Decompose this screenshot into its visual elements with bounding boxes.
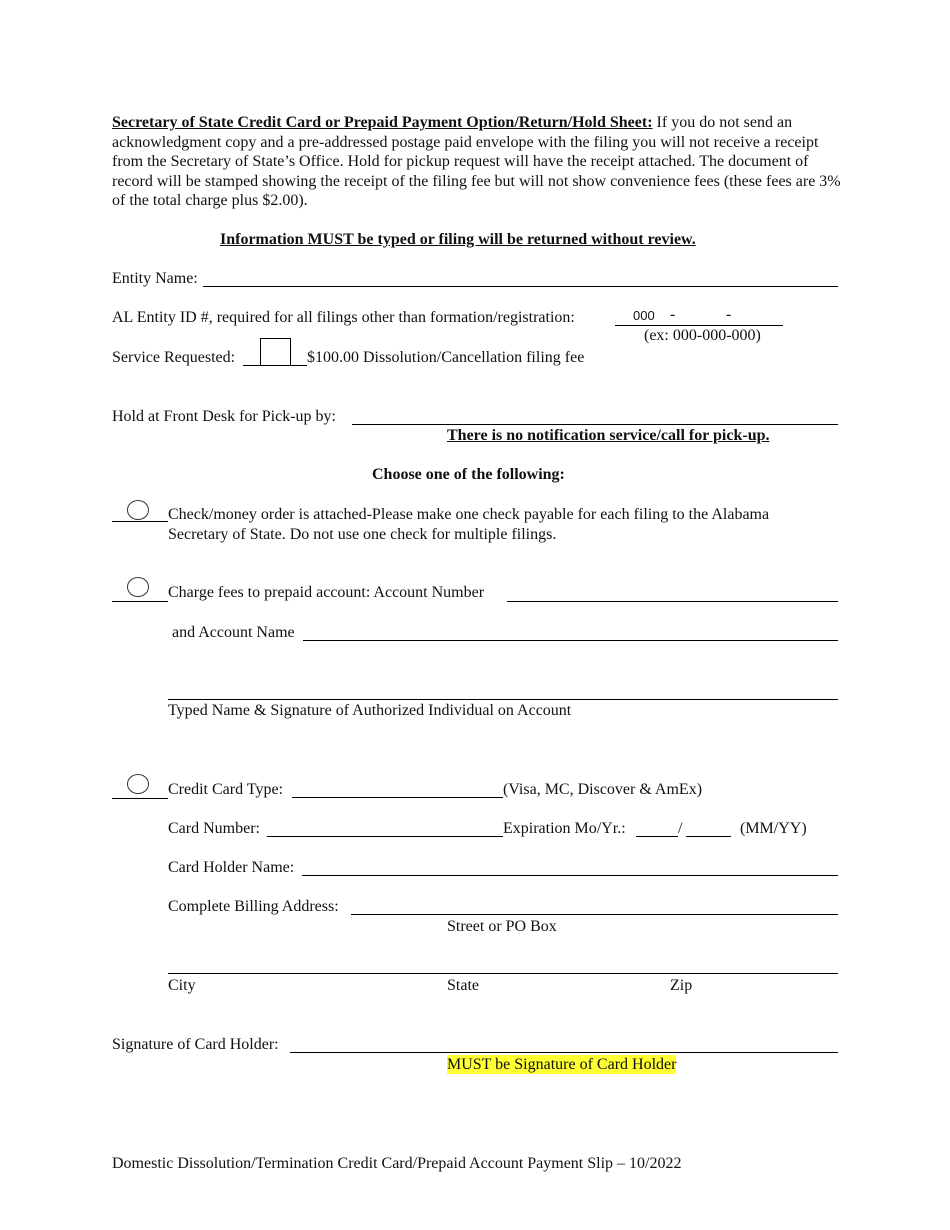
- card-holder-name-label: Card Holder Name:: [168, 859, 295, 876]
- card-holder-signature-label: Signature of Card Holder:: [112, 1036, 279, 1053]
- entity-id-dash-1: -: [670, 306, 676, 323]
- entity-id-label: AL Entity ID #, required for all filings other than formation/registration:: [112, 309, 575, 326]
- billing-address-label: Complete Billing Address:: [168, 898, 339, 915]
- check-option-text-1: Check/money order is attached-Please make one check payable for each filing to the Alabama: [168, 506, 770, 523]
- card-type-hint: (Visa, MC, Discover & AmEx): [503, 781, 703, 798]
- card-holder-signature-field[interactable]: [290, 1052, 838, 1053]
- account-number-label: Charge fees to prepaid account: Account Number: [168, 584, 485, 601]
- hold-note: There is no notification service/call for pick-up.: [447, 427, 770, 444]
- card-type-field[interactable]: [292, 797, 503, 798]
- credit-option-radio[interactable]: [127, 774, 149, 794]
- card-type-label: Credit Card Type:: [168, 781, 284, 798]
- service-option-label: $100.00 Dissolution/Cancellation filing fee: [307, 349, 585, 366]
- billing-street-field[interactable]: [351, 914, 838, 915]
- street-caption: Street or PO Box: [447, 918, 557, 935]
- entity-name-field[interactable]: [203, 286, 838, 287]
- signature-note: MUST be Signature of Card Holder: [447, 1056, 677, 1073]
- entity-id-dash-2: -: [726, 306, 732, 323]
- check-option-underline: [112, 521, 168, 522]
- prepaid-option-underline: [112, 601, 168, 602]
- check-option-text-2: Secretary of State. Do not use one check for multiple filings.: [168, 526, 557, 543]
- expiration-separator: /: [678, 820, 683, 837]
- hold-label: Hold at Front Desk for Pick-up by:: [112, 408, 336, 425]
- entity-id-example: (ex: 000-000-000): [644, 327, 761, 344]
- check-option-radio[interactable]: [127, 500, 149, 520]
- choose-heading: Choose one of the following:: [372, 466, 565, 483]
- card-holder-name-field[interactable]: [302, 875, 838, 876]
- typed-notice: Information MUST be typed or filing will be returned without review.: [220, 231, 696, 248]
- entity-id-prefix: 000: [633, 308, 655, 323]
- authorized-signature-field[interactable]: [168, 699, 838, 700]
- expiration-year-field[interactable]: [686, 836, 731, 837]
- city-caption: City: [168, 977, 196, 994]
- service-label: Service Requested:: [112, 349, 236, 366]
- intro-body: If you do not send an acknowledgment copy and a pre-addressed postage paid envelope with the filing you will not receive a receipt from the Secretary of State’s Office. Hold for pickup request will have the receipt attached. The document of record will be stamped showing the receipt of the filing fee but will not show convenience fees (these fees are 3% of the total charge plus $2.00).: [112, 114, 841, 209]
- hold-field[interactable]: [352, 424, 838, 425]
- footer-text: Domestic Dissolution/Termination Credit Card/Prepaid Account Payment Slip – 10/2022: [112, 1155, 682, 1172]
- card-number-field[interactable]: [267, 836, 503, 837]
- account-number-field[interactable]: [507, 601, 838, 602]
- zip-caption: Zip: [670, 977, 693, 994]
- service-checkbox[interactable]: [260, 338, 291, 366]
- entity-name-label: Entity Name:: [112, 270, 198, 287]
- credit-option-underline: [112, 798, 168, 799]
- prepaid-option-radio[interactable]: [127, 577, 149, 597]
- expiration-month-field[interactable]: [636, 836, 678, 837]
- account-name-field[interactable]: [303, 640, 838, 641]
- expiration-label: Expiration Mo/Yr.:: [503, 820, 626, 837]
- state-caption: State: [447, 977, 479, 994]
- billing-city-state-zip-field[interactable]: [168, 973, 838, 974]
- authorized-signature-caption: Typed Name & Signature of Authorized Individual on Account: [168, 702, 572, 719]
- intro-paragraph: [112, 113, 842, 211]
- card-number-label: Card Number:: [168, 820, 260, 837]
- intro-heading: Secretary of State Credit Card or Prepaid Payment Option/Return/Hold Sheet:: [112, 114, 653, 131]
- account-name-label: and Account Name: [172, 624, 295, 641]
- expiration-format: (MM/YY): [740, 820, 807, 837]
